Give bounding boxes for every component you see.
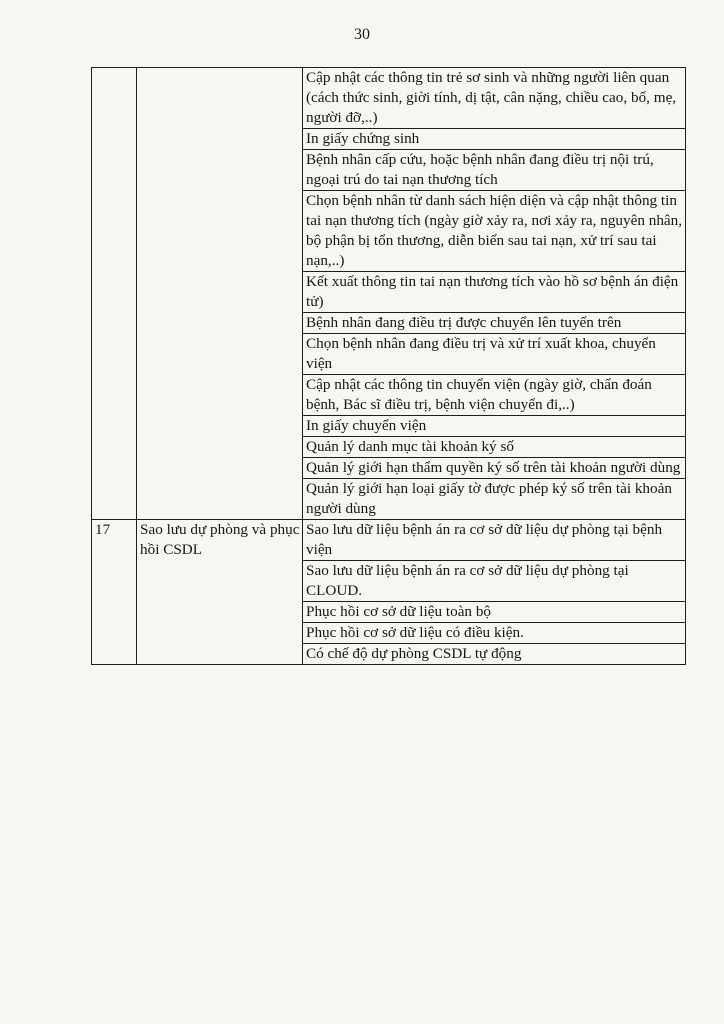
function-cell: Cập nhật các thông tin trẻ sơ sinh và những người liên quan (cách thức sinh, giời tính, dị tật, cân nặng, chiều cao, bố, mẹ, người đỡ,..) xyxy=(303,68,686,129)
stt-cell xyxy=(92,68,137,520)
function-cell: Chọn bệnh nhân từ danh sách hiện diện và cập nhật thông tin tai nạn thương tích (ngày giờ xảy ra, nơi xảy ra, nguyên nhân, bộ phận bị tổn thương, diễn biến sau tai nạn, xử trí sau tai nạn,..) xyxy=(303,191,686,272)
function-cell: Quản lý giới hạn loại giấy tờ được phép ký số trên tài khoản người dùng xyxy=(303,479,686,520)
group-cell xyxy=(137,68,303,520)
table-body xyxy=(92,68,686,665)
function-cell: In giấy chứng sinh xyxy=(303,129,686,150)
page-number: 30 xyxy=(354,26,370,43)
function-cell: Cập nhật các thông tin chuyển viện (ngày giờ, chẩn đoán bệnh, Bác sĩ điều trị, bệnh viện chuyển đi,..) xyxy=(303,375,686,416)
function-cell: Có chế độ dự phòng CSDL tự động xyxy=(303,644,686,665)
stt-cell: 17 xyxy=(92,520,137,665)
function-cell: Bệnh nhân cấp cứu, hoặc bệnh nhân đang điều trị nội trú, ngoại trú do tai nạn thương tích xyxy=(303,150,686,191)
requirements-table xyxy=(91,67,686,665)
function-cell: Phục hồi cơ sở dữ liệu toàn bộ xyxy=(303,602,686,623)
function-cell: Phục hồi cơ sở dữ liệu có điều kiện. xyxy=(303,623,686,644)
function-cell: Quản lý danh mục tài khoản ký số xyxy=(303,437,686,458)
function-cell: In giấy chuyển viện xyxy=(303,416,686,437)
table-row xyxy=(92,68,686,129)
function-cell: Quản lý giới hạn thẩm quyền ký số trên tài khoản người dùng xyxy=(303,458,686,479)
function-cell: Sao lưu dữ liệu bệnh án ra cơ sở dữ liệu dự phòng tại bệnh viện xyxy=(303,520,686,561)
function-cell: Kết xuất thông tin tai nạn thương tích vào hồ sơ bệnh án điện tử) xyxy=(303,272,686,313)
table-row xyxy=(92,520,686,561)
group-cell: Sao lưu dự phòng và phục hồi CSDL xyxy=(137,520,303,665)
function-cell: Chọn bệnh nhân đang điều trị và xử trí xuất khoa, chuyển viện xyxy=(303,334,686,375)
function-cell: Sao lưu dữ liệu bệnh án ra cơ sở dữ liệu dự phòng tại CLOUD. xyxy=(303,561,686,602)
function-cell: Bệnh nhân đang điều trị được chuyển lên tuyến trên xyxy=(303,313,686,334)
